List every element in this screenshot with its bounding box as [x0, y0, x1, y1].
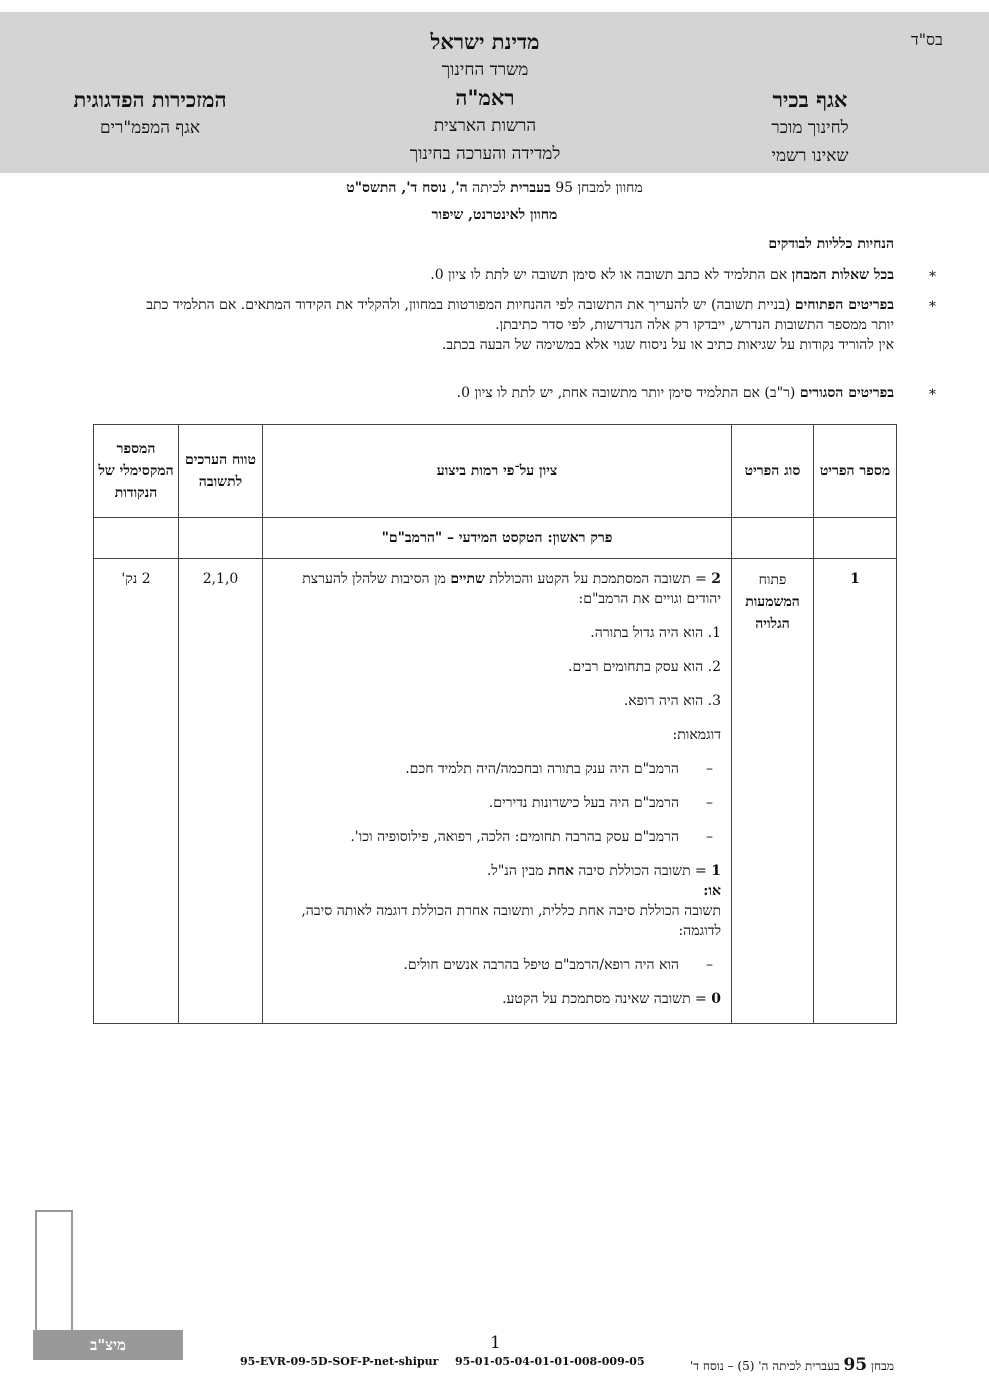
score-1-rule: [273, 861, 721, 881]
col-criteria: ציון על־פי רמות ביצוע: [263, 425, 732, 518]
org-line2: למדידה והערכה בחינוך: [409, 144, 561, 164]
state-title: מדינת ישראל: [430, 29, 540, 54]
dash-mark: –: [706, 761, 713, 777]
score-2-text-b: מן הסיבות שלהלן להערצת יהודים וגויים את הרמב"ם:: [302, 571, 721, 607]
secretariat-line1: אגף המפמ"רים: [99, 118, 201, 138]
dash-mark: –: [706, 795, 713, 811]
header-center: [355, 28, 615, 168]
bullet-star-icon: *: [929, 299, 936, 315]
footer-tab: מיצ"ב: [33, 1330, 183, 1360]
examples-label: דוגמאות:: [672, 727, 721, 743]
footer-code-1: 95-01-05-04-01-01-008-009-05: [455, 1355, 645, 1368]
score-0-rule: [273, 989, 721, 1009]
scoring-table: [93, 424, 897, 1024]
instruction-item: [134, 383, 936, 403]
criteria-cell: [263, 559, 732, 1024]
header-right: [705, 86, 915, 170]
org-line1: הרשות הארצית: [433, 116, 537, 136]
empty-cell: [179, 518, 263, 559]
score-1-alt: תשובה הכוללת סיבה אחת כללית, ותשובה אחרת הכוללת דוגמה לאותה סיבה,: [301, 903, 721, 919]
item-type-open: פתוח: [758, 572, 787, 588]
subtitle-mid: לכיתה: [467, 180, 511, 196]
dept-title: אגף בכיר: [772, 87, 848, 112]
subtitle-class: ה': [455, 180, 468, 196]
item-type: [732, 559, 814, 1024]
instruction-text: (בניית תשובה) יש להעריך את התשובה לפי ההנחיות המפורטות במחוון, ולהקליד את הקידוד המתאים. אם התלמיד כתב יותר ממספר התשובות הנדרש, ייבדקו רק אלה הנדרשות, לפי סדר כתיבתן.: [146, 297, 894, 333]
instruction-bold: בפריטים הסגורים: [799, 385, 894, 401]
page-number: 1: [490, 1333, 501, 1353]
secretariat-title: המזכירות הפדגוגית: [73, 87, 227, 112]
example-item: [273, 793, 721, 813]
col-range: טווח הערכים לתשובה: [179, 425, 263, 518]
empty-cell: [94, 518, 179, 559]
score-1-code: 1: [711, 863, 721, 879]
subtitle-year: התשס"ט: [346, 180, 397, 196]
example-text: הוא היה רופא/הרמב"ם טיפל בהרבה אנשים חולים.: [403, 957, 679, 973]
range-values: 2,1,0: [179, 559, 263, 1024]
part-title: פרק ראשון: הטקסט המידעי – "הרמב"ם": [263, 518, 732, 559]
org-name: ראמ"ה: [455, 85, 515, 110]
or-label: או:: [703, 883, 721, 899]
footer-bracket: [35, 1210, 73, 1338]
example-text: הרמב"ם היה בעל כישרונות נדירים.: [488, 795, 679, 811]
empty-cell: [732, 518, 814, 559]
footer-code-2: 95-EVR-09-5D-SOF-P-net-shipur: [240, 1355, 439, 1368]
score-1-bold: אחת: [548, 863, 574, 879]
reason-item: 1. הוא היה גדול בתורה.: [590, 625, 721, 641]
ministry-name: משרד החינוך: [441, 60, 529, 80]
subtitle-sep: ,: [446, 180, 456, 196]
score-2-rule: [273, 569, 721, 609]
instruction-item: [134, 265, 936, 285]
corner-mark: בס"ד: [911, 30, 943, 49]
footer-exam-text: בעברית לכיתה ה' (5) – נוסח ד': [690, 1359, 844, 1373]
item-number: 1: [814, 559, 897, 1024]
table-header-row: [94, 425, 897, 518]
footer-exam: [690, 1355, 894, 1375]
score-2-code: 2: [711, 571, 721, 587]
example-item: [273, 827, 721, 847]
score-0-code: 0: [711, 991, 721, 1007]
example-text: הרמב"ם היה ענק בתורה ובחכמה/היה תלמיד חכם.: [405, 761, 679, 777]
table-row: [94, 559, 897, 1024]
instruction-extra: אין להוריד נקודות על שגיאות כתיב או על ניסוח שגוי אלא במשימה של הבעה בכתב.: [441, 337, 894, 353]
table-part-row: [94, 518, 897, 559]
subtitle-prefix: מחוון למבחן 95: [550, 180, 643, 196]
dept-line1: לחינוך מוכר: [771, 118, 849, 138]
subtitle-version: נוסח ד': [406, 180, 447, 196]
document-subtitle-2: מחוון לאינטרנט, שיפור: [431, 207, 558, 223]
dash-mark: –: [706, 829, 713, 845]
example-text: הרמב"ם עסק בהרבה תחומים: הלכה, רפואה, פילוסופיה וכו'.: [350, 829, 679, 845]
score-1-text-b: מבין הנ"ל.: [486, 863, 549, 879]
bullet-star-icon: *: [929, 387, 936, 403]
reason-item: 2. הוא עסק בתחומים רבים.: [568, 659, 721, 675]
instruction-bold: בכל שאלות המבחן: [791, 267, 894, 283]
example-item: [273, 759, 721, 779]
dash-mark: –: [706, 957, 713, 973]
instructions-title: הנחיות כלליות לבודקים: [768, 236, 894, 252]
score-0-text: = תשובה שאינה מסתמכת על הקטע.: [502, 991, 712, 1007]
footer-exam-number: 95: [843, 1355, 868, 1375]
bullet-star-icon: *: [929, 269, 936, 285]
score-2-bold: שתיים: [450, 571, 485, 587]
col-max-points: המספר המקסימלי של הנקודות: [94, 425, 179, 518]
score-2-text-a: = תשובה המסתמכת על הקטע והכוללת: [484, 571, 712, 587]
item-type-meaning: המשמעות הגלויה: [745, 594, 800, 632]
empty-cell: [814, 518, 897, 559]
instruction-bold: בפריטים הפתוחים: [794, 297, 894, 313]
max-points: 2 נק': [94, 559, 179, 1024]
for-example-label: לדוגמה:: [678, 923, 721, 939]
reason-item: 3. הוא היה רופא.: [623, 693, 721, 709]
col-item-number: מספר הפריט: [814, 425, 897, 518]
subtitle-sep2: ,: [396, 180, 407, 196]
page-header: [0, 12, 989, 173]
example-item: [273, 955, 721, 975]
instruction-text: (ר"ב) אם התלמיד סימן יותר מתשובה אחת, יש לתת לו ציון 0.: [456, 385, 800, 401]
col-item-type: סוג הפריט: [732, 425, 814, 518]
instruction-item: [134, 295, 936, 355]
header-left: [40, 86, 260, 142]
subtitle-subject: בעברית: [510, 180, 551, 196]
score-1-text-a: = תשובה הכוללת סיבה: [573, 863, 712, 879]
instruction-text: אם התלמיד לא כתב תשובה או לא סימן תשובה יש לתת לו ציון 0.: [430, 267, 792, 283]
footer-exam-prefix: מבחן: [867, 1359, 894, 1373]
document-subtitle: [0, 180, 989, 197]
dept-line2: שאינו רשמי: [771, 146, 849, 166]
